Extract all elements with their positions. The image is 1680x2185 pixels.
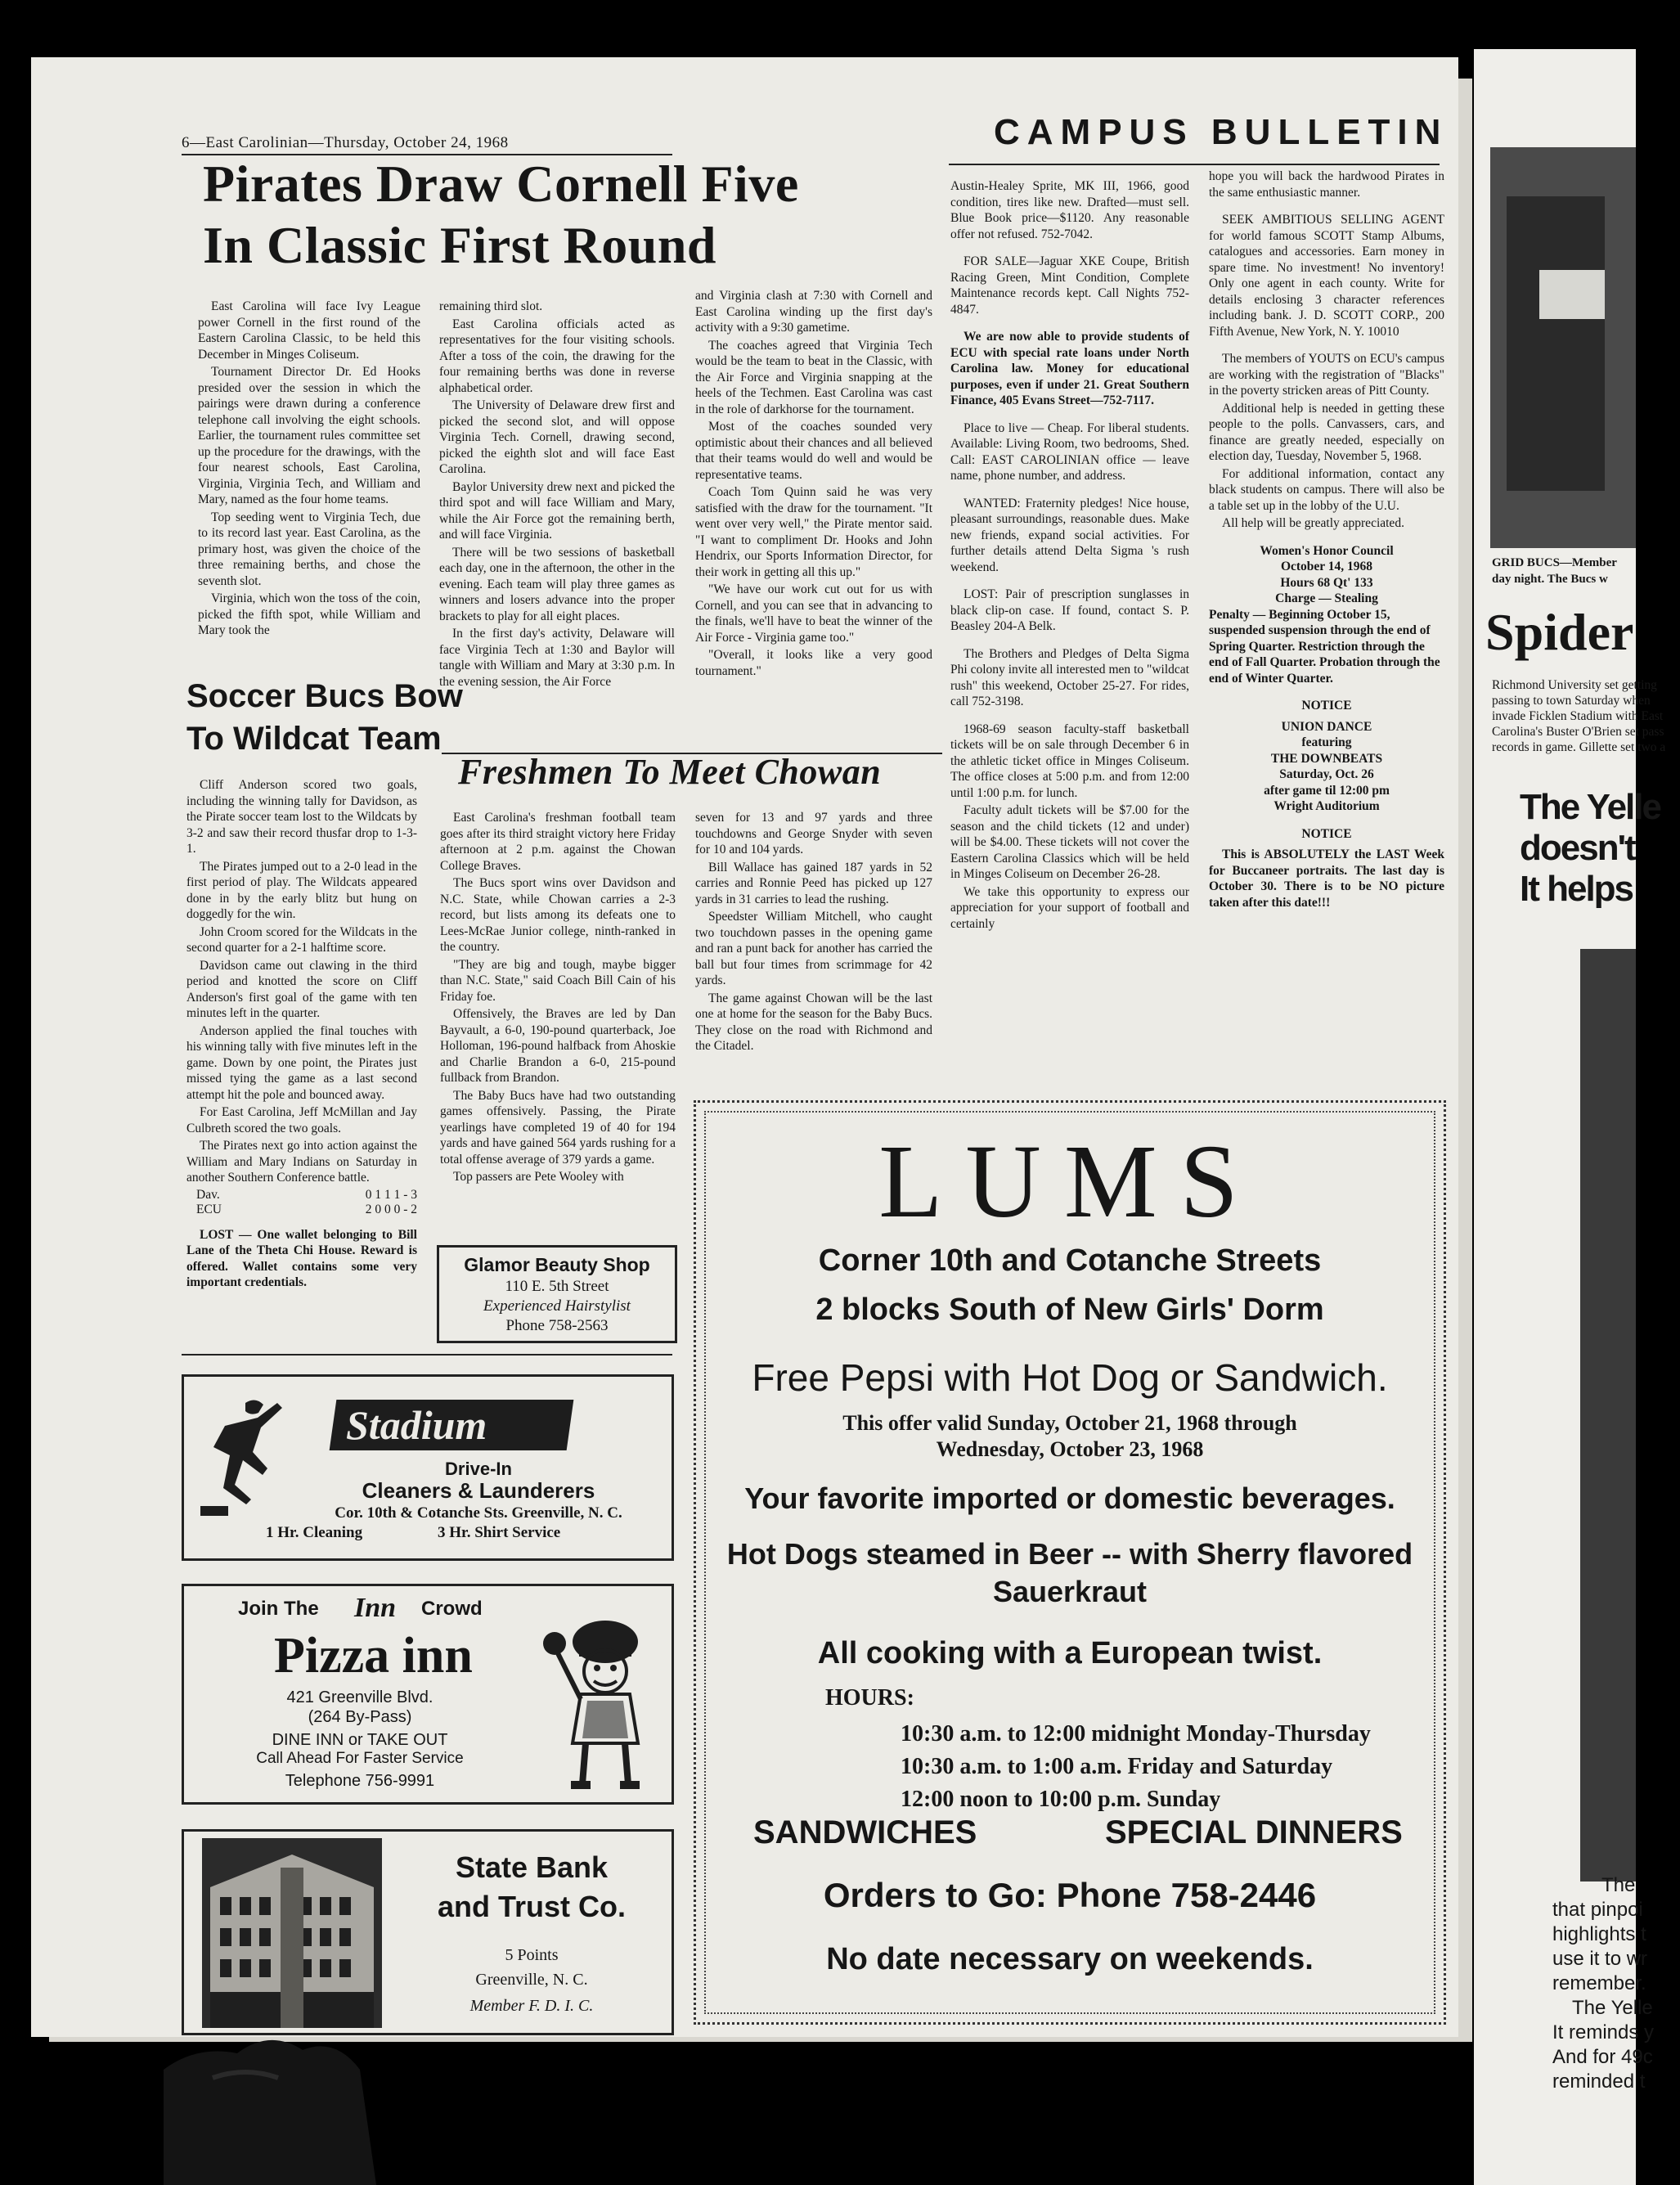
bulletin-lost-glasses: LOST: Pair of prescription sunglasses in black clip-on case. If found, contact S. P. Beasley 204-A Belk. — [950, 587, 1189, 633]
honor-line-3: Hours 68 Qt' 133 — [1280, 575, 1373, 590]
stadium-line3: Cor. 10th & Cotanche Sts. Greenville, N. C. — [335, 1504, 622, 1522]
soccer-p6: For East Carolina, Jeff McMillan and Jay Culbreth scored the two goals. — [186, 1105, 417, 1135]
next-page — [1474, 49, 1666, 2185]
freshmen-col-a — [440, 810, 676, 1187]
ad-stadium-cleaners — [182, 1374, 674, 1561]
soccer-p2: The Pirates jumped out to a 2-0 lead in the first period of play. The Wildcats appeared done in by the early blitz but hung on doggedly for the win. — [186, 859, 417, 921]
main-col2-p1: remaining third slot. — [439, 299, 543, 313]
fresh-b-p4: The game against Chowan will be the last one at home for the season for the Baby Bucs. They close on the road with Richmond and the Citadel. — [695, 991, 932, 1053]
bulletin-faculty-tickets: Faculty adult tickets will be $7.00 for the season and the child tickets (12 and under) will be $4.00. These tickets will not cover the Eastern Carolina Classics which will be held in Minges Coliseum on December 26-28. — [950, 803, 1189, 881]
spiders-story: Richmond University set getting passing to town Saturday when invade Ficklen Stadium with East Carolina's Buster O'Brien set pass records in game. Gillette set two a — [1492, 678, 1666, 754]
honor-penalty: Penalty — Beginning October 15, suspended suspension through the end of Spring Quarter. Restriction through the end of Fall Quarter. Probation through the end of Winter Quarter. — [1209, 607, 1440, 686]
bank-name-line2: and Trust Co. — [437, 1890, 626, 1923]
lums-hotdogs1: Hot Dogs steamed in Beer -- with Sherry flavored — [726, 1537, 1413, 1571]
grid-bucs-caption1: GRID BUCS—Member — [1492, 556, 1617, 569]
grid-bucs-photo — [1490, 147, 1636, 548]
bulletin-additional-help: Additional help is needed in getting these people to the polls. Canvassers, cars, and finance are greatly needed, especially on election day, Tuesday, November 5, 1968. — [1209, 401, 1444, 463]
fresh-a-p2: The Bucs sport wins over Davidson and N.C. State, while Chowan carries a 2-3 record, but lists among its defeats one to Lees-McRae Junior college, ninth-ranked in the country. — [440, 876, 676, 954]
bulletin-jaguar: FOR SALE—Jaguar XKE Coupe, British Racing Green, Mint Condition, Complete Maintenance records kept. Call Nights 752-4847. — [950, 254, 1189, 317]
score-values: 0 1 1 1 - 3 — [365, 1187, 417, 1202]
lums-hours-list — [901, 1718, 1371, 1816]
bulletin-fraternity: WANTED: Fraternity pledges! Nice house, pleasant surroundings, reasonable dues. Make new friends, expand social activities. For further details attend Delta Sigma 's rush weekend. — [950, 496, 1189, 574]
pizza-dine: DINE INN or TAKE OUT — [272, 1731, 448, 1749]
notice-heading: NOTICE — [1301, 699, 1352, 713]
main-col3-p2: The coaches agreed that Virginia Tech would be the team to beat in the Classic, with the Air Force and Virginia snapping at the heels of the Techmen. East Carolina was cast in the role of darkhorse for the tournament. — [695, 338, 932, 416]
main-col3-p1: and Virginia clash at 7:30 with Cornell and East Carolina winding up the first day's activity with a 9:30 gametime. — [695, 289, 932, 335]
soccer-story — [186, 777, 417, 1293]
glamor-phone: Phone 758-2563 — [505, 1317, 609, 1334]
main-headline-line1: Pirates Draw Cornell Five — [203, 155, 799, 213]
pizza-call: Call Ahead For Faster Service — [256, 1750, 464, 1767]
main-col1-p3: Top seeding went to Virginia Tech, due to its record last year. East Carolina, as the primary host, was given the choice of the three remaining berths, and chose the seventh slot. — [198, 510, 420, 588]
main-col1-p4: Virginia, which won the toss of the coin, picked the fifth spot, while William and Mary took the — [198, 591, 420, 637]
bank-building-image — [202, 1838, 382, 2028]
soccer-p4: Davidson came out clawing in the third period and knotted the score on Cliff Anderson's first goal of the game with ten minutes left in the quarter. — [186, 958, 417, 1020]
fresh-a-p3: "They are big and tough, maybe bigger than N.C. State," said Coach Bill Cain of his Friday foe. — [440, 957, 676, 1004]
fresh-a-p5: The Baby Bucs have had two outstanding games offensively. Passing, the Pirate yearlings have completed 19 of 40 for 194 yards and have gained 564 yards rushing for a total offense average of 379 yards a game. — [440, 1088, 676, 1167]
lums-sandwiches: SANDWICHES — [753, 1814, 977, 1850]
soccer-p3: John Croom scored for the Wildcats in the second quarter for a 2-1 halftime score. — [186, 924, 417, 955]
bank-member: Member F. D. I. C. — [469, 1997, 594, 2015]
scanner-hand-shadow — [164, 2021, 1292, 2185]
freshmen-col-b — [695, 810, 932, 1056]
lums-offer: Free Pepsi with Hot Dog or Sandwich. — [752, 1356, 1388, 1399]
stadium-logo-text: Stadium — [346, 1402, 487, 1448]
main-col3-p5: "We have our work cut out for us with Cornell, and you can see that in advancing to the finals, we'll have to beat the winner of the Air Force - Virginia game too." — [695, 582, 932, 645]
honor-line-4: Charge — Stealing — [1275, 591, 1378, 605]
notice-union-dance — [1209, 698, 1444, 815]
pizza-phone: Telephone 756-9991 — [285, 1772, 435, 1790]
soccer-p5: Anderson applied the final touches with his winning tally with five minutes left in the game. Down by one point, the Pirates just missed tying the game as a last second attempt hit the pole and bounced away. — [186, 1023, 417, 1102]
ad-pizza-inn — [182, 1584, 674, 1805]
pizza-address1: 421 Greenville Blvd. — [286, 1688, 433, 1706]
bulletin-col1 — [950, 178, 1189, 933]
main-story-col1 — [198, 299, 420, 641]
fresh-b-p3: Speedster William Mitchell, who caught two touchdown passes in the opening game and ran a punt back for another has carried the ball but four times from scrimmage for 42 yards. — [695, 910, 932, 987]
campus-bulletin-title: CAMPUS BULLETIN — [994, 112, 1449, 152]
bulletin-appreciation: We take this opportunity to express our appreciation for your support of football and certainly — [950, 884, 1189, 931]
bulletin-delta-sigma-phi: The Brothers and Pledges of Delta Sigma Phi colony invite all interested men to "wildcat rush" this weekend, October 25-27. For rides, call 752-3198. — [950, 646, 1189, 708]
dance-line-4: Saturday, Oct. 26 — [1279, 767, 1374, 781]
ad-state-bank — [182, 1829, 674, 2035]
lums-beverages: Your favorite imported or domestic beverages. — [744, 1481, 1395, 1515]
soccer-headline-line2: To Wildcat Team — [186, 721, 442, 757]
dancer-figure-icon — [200, 1393, 290, 1516]
lums-blocks: 2 blocks South of New Girls' Dorm — [815, 1293, 1324, 1327]
yellow-pages-body: The that pinpoi highlights t use it to wr remember. The Yelle It reminds y And for 49c reminded t — [1552, 1874, 1655, 2093]
main-story-col3 — [695, 288, 932, 681]
main-col3-p3: Most of the coaches sounded very optimistic about their chances and all believed that their teams would do well and would be representative teams. — [695, 420, 932, 482]
yellow-pages-photo — [1580, 949, 1636, 1882]
main-story-col2 — [439, 299, 675, 691]
glamor-name: Glamor Beauty Shop — [464, 1254, 650, 1275]
section-rule — [182, 1354, 672, 1356]
freshmen-headline: Freshmen To Meet Chowan — [458, 752, 882, 792]
main-col3-p4: Coach Tom Quinn said he was very satisfied with the draw for the tournament. "It went over very well," the Pirate mentor said. "I want to compliment Dr. Hooks and John Hendrix, our Sports Information Director, for their work in getting all this up." — [695, 485, 932, 579]
bulletin-contact: For additional information, contact any black students on campus. There will also be a table set up in the lobby of the U.U. — [1209, 466, 1444, 513]
pizza-crowd: Crowd — [421, 1598, 483, 1620]
score-team: Dav. — [196, 1187, 220, 1202]
bulletin-loans: We are now able to provide students of ECU with special rate loans under North Carolina law. Money for educational purposes, even if under 21. Great Southern Finance, 405 Evans Street—752-7117. — [950, 330, 1189, 407]
honor-line-2: October 14, 1968 — [1280, 560, 1373, 573]
score-team: ECU — [196, 1202, 222, 1216]
stadium-cleaning: 1 Hr. Cleaning — [266, 1524, 363, 1541]
pizza-chef-mascot-icon — [540, 1603, 663, 1791]
fresh-b-p2: Bill Wallace has gained 187 yards in 52 carries and Ronnie Peed has picked up 127 yards in 31 carries to lead the rushing. — [695, 860, 932, 906]
main-col2-p6: In the first day's activity, Delaware will face Virginia Tech at 1:30 and Baylor will tangle with William and Mary at 3:30 p.m. In the evening session, the Air Force — [439, 627, 675, 689]
honor-line-1: Women's Honor Council — [1260, 543, 1394, 558]
honor-council — [1209, 543, 1444, 687]
bulletin-basketball-tickets: 1968-69 season faculty-staff basketball tickets will be on sale through December 6 in the athletic ticket office in Minges Coliseum. The office closes at 5:00 p.m. and from 12:00 until 1:00 p.m. for lunch. — [950, 722, 1189, 800]
ad-glamor-beauty-shop — [437, 1245, 677, 1343]
lums-title: LUMS — [878, 1123, 1261, 1239]
main-col1-p1: East Carolina will face Ivy League power Cornell in the first round of the Eastern Carolina Classic, to be held this December in Minges Coliseum. — [198, 299, 420, 362]
bulletin-col2 — [1209, 169, 1444, 912]
lums-hours-weekday: 10:30 a.m. to 12:00 midnight Monday-Thursday — [901, 1721, 1371, 1747]
fresh-b-p1: seven for 13 and 97 yards and three touchdowns and George Snyder with seven for 10 and 104 yards. — [695, 811, 932, 856]
lums-hours-weekend: 10:30 a.m. to 1:00 a.m. Friday and Saturday — [901, 1754, 1333, 1779]
soccer-p7: The Pirates next go into action against the William and Mary Indians on Saturday in another Southern Conference battle. — [186, 1139, 417, 1185]
lums-no-date: No date necessary on weekends. — [826, 1942, 1314, 1976]
bulletin-scott-stamps: SEEK AMBITIOUS SELLING AGENT for world famous SCOTT Stamp Albums, catalogues and accessories. Earn money in spare time. No investment! No inventory! Only one agent in each county. Write for details enclosing 3 character references including bank. J. D. SCOTT CORP., 200 Fifth Avenue, New York, N. Y. 10010 — [1209, 213, 1444, 339]
dance-line-2: featuring — [1301, 735, 1352, 749]
lums-valid2: Wednesday, October 23, 1968 — [936, 1437, 1204, 1461]
fresh-a-p6: Top passers are Pete Wooley with — [453, 1170, 624, 1184]
main-col2-p5: There will be two sessions of basketball each day, one in the afternoon, the other in the evening. Each team will play three games as winners and losers advance into the proper brackets to play for all eight places. — [439, 545, 675, 623]
yellow-pages-head3: It helps — [1520, 869, 1633, 909]
stadium-shirt: 3 Hr. Shirt Service — [438, 1524, 561, 1541]
main-headline-line2: In Classic First Round — [203, 216, 716, 274]
bank-location2: Greenville, N. C. — [475, 1971, 588, 1989]
lums-hours-sunday: 12:00 noon to 10:00 p.m. Sunday — [901, 1787, 1221, 1812]
lums-hotdogs2: Sauerkraut — [992, 1575, 1148, 1608]
soccer-p1: Cliff Anderson scored two goals, including the winning tally for Davidson, as the Pirate soccer team lost to the Wildcats by 3-2 and saw their record thusfar drop to 1-3-1. — [186, 778, 417, 856]
lost-wallet-notice: LOST — One wallet belonging to Bill Lane of the Theta Chi House. Reward is offered. Wallet contains some very important credentials. — [186, 1227, 417, 1289]
spiders-headline: Spider — [1485, 603, 1634, 661]
dance-line-5: after game til 12:00 pm — [1264, 783, 1390, 798]
pizza-address2: (264 By-Pass) — [308, 1708, 412, 1726]
dance-line-1: UNION DANCE — [1281, 719, 1372, 734]
portraits-text: This is ABSOLUTELY the LAST Week for Buccaneer portraits. The last day is October 30. There is to be NO picture taken after this date!!! — [1209, 847, 1444, 910]
fresh-a-p4: Offensively, the Braves are led by Dan Bayvault, a 6-0, 190-pound quarterback, Joe Holloman, 196-pound halfback from Ahoskie and Charlie Brandon a 6-0, 215-pound fullback from Brandon. — [440, 1007, 676, 1085]
ad-lums — [694, 1100, 1446, 2025]
notice-portraits — [1209, 826, 1444, 911]
lums-orders: Orders to Go: Phone 758-2446 — [823, 1876, 1317, 1914]
fresh-a-p1: East Carolina's freshman football team goes after its third straight victory here Friday afternoon at 2 p.m. against the Chowan College Braves. — [440, 811, 676, 873]
notice-heading: NOTICE — [1301, 826, 1352, 841]
folio-line: 6—East Carolinian—Thursday, October 24, 1968 — [182, 134, 509, 151]
bulletin-hardwood: hope you will back the hardwood Pirates in the same enthusiastic manner. — [1209, 169, 1444, 200]
bulletin-rule — [949, 164, 1440, 165]
stadium-line1: Drive-In — [445, 1459, 512, 1479]
main-col1-p2: Tournament Director Dr. Ed Hooks presided over the session in which the pairings were drawn during a conference telephone call involving the eight schools. Earlier, the tournament rules committee set up the procedure for the drawings, with the four nearest schools, East Carolina, Virginia, Virginia Tech, and William and Mary, named as the four home teams. — [198, 365, 420, 506]
bulletin-austin-healey: Austin-Healey Sprite, MK III, 1966, good condition, tires like new. Drafted—must sell. Blue Book price—$1120. Any reasonable offer not refused. 752-7042. — [950, 179, 1189, 241]
score-row-dav — [186, 1188, 417, 1203]
dance-line-6: Wright Auditorium — [1273, 799, 1380, 813]
yellow-pages-head2: doesn't — [1520, 828, 1635, 868]
bulletin-appreciated: All help will be greatly appreciated. — [1222, 516, 1404, 530]
lums-special-dinners: SPECIAL DINNERS — [1105, 1814, 1403, 1850]
glamor-address: 110 E. 5th Street — [505, 1278, 609, 1295]
pizza-join: Join The — [238, 1598, 319, 1620]
pizza-inn-logo: Pizza inn — [274, 1628, 473, 1684]
soccer-headline-line1: Soccer Bucs Bow — [186, 678, 463, 714]
score-values: 2 0 0 0 - 2 — [365, 1202, 417, 1216]
lums-valid1: This offer valid Sunday, October 21, 1968 through — [842, 1411, 1297, 1435]
bulletin-place-to-live: Place to live — Cheap. For liberal students. Available: Living Room, two bedrooms, Shed. Call: EAST CAROLINIAN office — leave name, phone number, and address. — [950, 420, 1189, 483]
main-col2-p3: The University of Delaware drew first and picked the second slot, and will oppose Virginia Tech. Cornell, drawing second, picked the eighth slot and will face East Carolina. — [439, 398, 675, 476]
dance-line-3: THE DOWNBEATS — [1270, 751, 1383, 766]
stadium-line2: Cleaners & Launderers — [362, 1478, 595, 1503]
bank-location1: 5 Points — [505, 1946, 559, 1964]
bank-name-line1: State Bank — [455, 1850, 609, 1884]
main-col2-p4: Baylor University drew next and picked the third spot and will face William and Mary, while the Air Force got the remaining berth, and will face Virginia. — [439, 479, 675, 542]
yellow-pages-head1: The Yelle — [1520, 787, 1660, 827]
lums-hours-label: HOURS: — [825, 1685, 914, 1711]
bulletin-youts: The members of YOUTS on ECU's campus are working with the registration of "Blacks" in the poverty stricken areas of Pitt County. — [1209, 352, 1444, 398]
lums-cooking: All cooking with a European twist. — [817, 1636, 1323, 1670]
main-col3-p6: "Overall, it looks like a very good tournament." — [695, 648, 932, 678]
grid-bucs-caption2: day night. The Bucs w — [1492, 573, 1608, 586]
lums-corner: Corner 10th and Cotanche Streets — [818, 1243, 1322, 1278]
glamor-tagline: Experienced Hairstylist — [483, 1297, 631, 1315]
main-col2-p2: East Carolina officials acted as representatives for the four visiting schools. After a toss of the coin, the drawing for the four remaining berths was done in reverse alphabetical order. — [439, 317, 675, 395]
score-row-ecu — [186, 1203, 417, 1217]
pizza-inn-word: Inn — [354, 1593, 397, 1623]
